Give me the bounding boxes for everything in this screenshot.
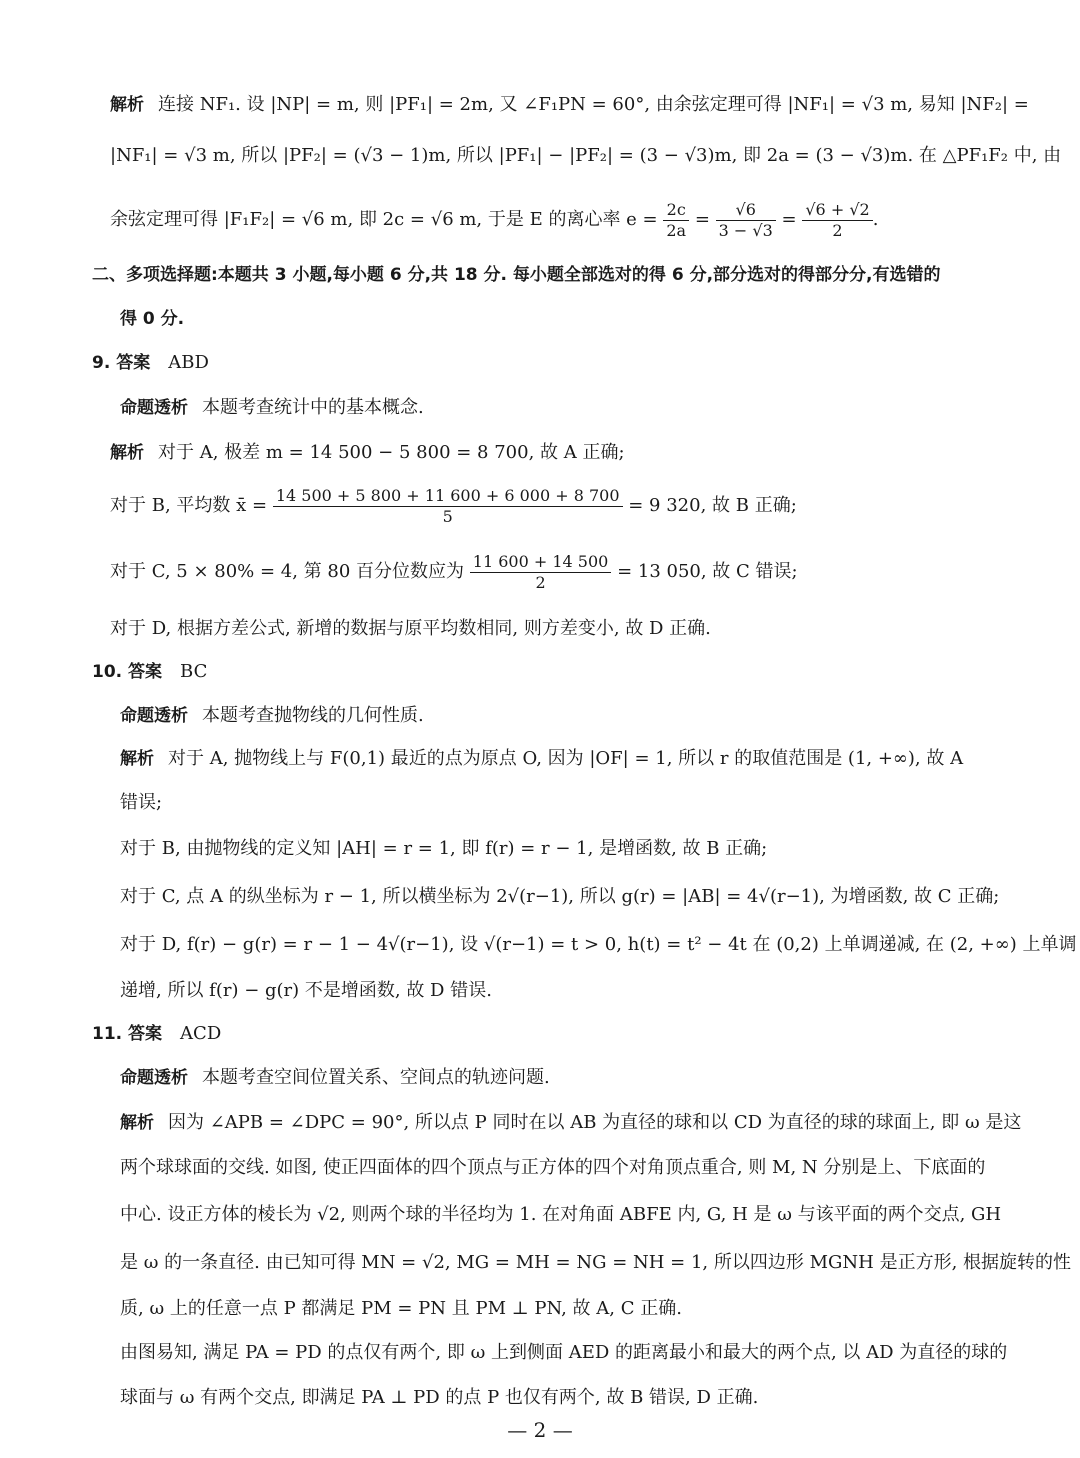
- q9-sol-c: [110, 550, 798, 594]
- q9-sol-d: 对于 D, 根据方差公式, 新增的数据与原平均数相同, 则方差变小, 故 D 正确.: [110, 618, 711, 639]
- q10-number: 10. 答案: [92, 662, 163, 682]
- q11-sol-1: [120, 1110, 1021, 1136]
- q10-sol-d-cont: 递增, 所以 f(r) − g(r) 不是增函数, 故 D 错误.: [120, 980, 492, 1001]
- fraction-sqrt6: [716, 200, 776, 241]
- fraction-numerator: √6: [716, 200, 776, 221]
- q10-sol-b: 对于 B, 由抛物线的定义知 |AH| = r = 1, 即 f(r) = r − 1, 是增函数, 故 B 正确;: [120, 838, 768, 859]
- q10-sol-c: 对于 C, 点 A 的纵坐标为 r − 1, 所以横坐标为 2√(r−1), 所以 g(r) = |AB| = 4√(r−1), 为增函数, 故 C 正确;: [120, 886, 1000, 907]
- q9-c-text: 对于 C, 5 × 80% = 4, 第 80 百分位数应为: [110, 561, 465, 582]
- q9-answer: ABD: [168, 352, 209, 373]
- q11-sol-5: 质, ω 上的任意一点 P 都满足 PM = PN 且 PM ⊥ PN, 故 A, C 正确.: [120, 1298, 682, 1319]
- q10-option-a: 对于 A, 抛物线上与 F(0,1) 最近的点为原点 O, 因为 |OF| = 1, 所以 r 的取值范围是 (1, +∞), 故 A: [168, 748, 964, 769]
- q11-sol-6: 由图易知, 满足 PA = PD 的点仅有两个, 即 ω 上到侧面 AED 的距离最小和最大的两个点, 以 AD 为直径的球的: [120, 1342, 1008, 1363]
- fraction-numerator: √6 + √2: [802, 200, 872, 221]
- pre-text-3: 余弦定理可得 |F₁F₂| = √6 m, 即 2c = √6 m, 于是 E 的离心率 e =: [110, 209, 658, 230]
- period: .: [872, 209, 879, 230]
- q10-answer: BC: [180, 661, 208, 682]
- q9-option-a: 对于 A, 极差 m = 14 500 − 5 800 = 8 700, 故 A 正确;: [158, 442, 625, 463]
- solution-label: 解析: [120, 749, 154, 769]
- fraction-numerator: 14 500 + 5 800 + 11 600 + 6 000 + 8 700: [273, 486, 623, 507]
- q9-c-fraction: [470, 552, 612, 593]
- solution-label: 解析: [110, 95, 144, 115]
- q9-sol-a: [110, 440, 625, 466]
- q9-number: 9. 答案: [92, 353, 151, 373]
- q10-sol-a-cont: 错误;: [120, 792, 163, 813]
- equals-sign: =: [694, 209, 710, 230]
- q11-sol-4: 是 ω 的一条直径. 由已知可得 MN = √2, MG = MH = NG = NH = 1, 所以四边形 MGNH 是正方形, 根据旋转的性: [120, 1252, 1072, 1273]
- pre-text-1: 连接 NF₁. 设 |NP| = m, 则 |PF₁| = 2m, 又 ∠F₁PN = 60°, 由余弦定理可得 |NF₁| = √3 m, 易知 |NF₂| =: [158, 94, 1029, 115]
- section-heading: 二、多项选择题:本题共 3 小题,每小题 6 分,共 18 分. 每小题全部选对的得 6 分,部分选对的得部分分,有选错的: [92, 265, 941, 285]
- q9-sol-b: [110, 484, 797, 528]
- solution-label: 解析: [110, 443, 144, 463]
- fraction-numerator: 2c: [663, 200, 689, 221]
- fraction-2c-2a: [663, 200, 689, 241]
- fraction-denominator: 2a: [666, 220, 687, 240]
- q10-sol-d: 对于 D, f(r) − g(r) = r − 1 − 4√(r−1), 设 √(r−1) = t > 0, h(t) = t² − 4t 在 (0,2) 上单调递减, 在 (2, +∞) 上单调: [120, 934, 1077, 955]
- intent-label: 命题透析: [120, 1068, 188, 1088]
- q11-intent: 本题考查空间位置关系、空间点的轨迹问题.: [202, 1067, 550, 1088]
- intent-label: 命题透析: [120, 706, 188, 726]
- q11-answer: ACD: [180, 1023, 222, 1044]
- section-heading-cont: 得 0 分.: [120, 309, 185, 329]
- q9-answer-line: [92, 350, 209, 376]
- pre-line-3: [110, 198, 878, 242]
- q10-intent-line: [120, 703, 424, 729]
- fraction-denominator: 2: [535, 572, 546, 592]
- q11-sol-3: 中心. 设正方体的棱长为 √2, 则两个球的半径均为 1. 在对角面 ABFE 内, G, H 是 ω 与该平面的两个交点, GH: [120, 1204, 1002, 1225]
- q11-intent-line: [120, 1065, 550, 1091]
- q9-b-fraction: [273, 486, 623, 527]
- fraction-denominator: 5: [442, 506, 453, 526]
- fraction-denominator: 3 − √3: [718, 220, 773, 240]
- q9-intent-line: [120, 395, 424, 421]
- pre-line-1: [110, 92, 1029, 118]
- q9-b-text: 对于 B, 平均数 x̄ =: [110, 495, 268, 516]
- intent-label: 命题透析: [120, 398, 188, 418]
- solution-label: 解析: [120, 1113, 154, 1133]
- q11-answer-line: [92, 1021, 221, 1047]
- pre-line-2: |NF₁| = √3 m, 所以 |PF₂| = (√3 − 1)m, 所以 |PF₁| − |PF₂| = (3 − √3)m, 即 2a = (3 − √3)m. 在 △PF₁F₂ 中, 由: [110, 145, 1062, 166]
- fraction-denominator: 2: [832, 220, 843, 240]
- q10-sol-a: [120, 746, 963, 772]
- fraction-result: [802, 200, 872, 241]
- q11-text-1: 因为 ∠APB = ∠DPC = 90°, 所以点 P 同时在以 AB 为直径的球和以 CD 为直径的球的球面上, 即 ω 是这: [168, 1112, 1022, 1133]
- q11-sol-2: 两个球球面的交线. 如图, 使正四面体的四个顶点与正方体的四个对角顶点重合, 则 M, N 分别是上、下底面的: [120, 1157, 986, 1178]
- q11-number: 11. 答案: [92, 1024, 163, 1044]
- q11-sol-7: 球面与 ω 有两个交点, 即满足 PA ⊥ PD 的点 P 也仅有两个, 故 B 错误, D 正确.: [120, 1387, 759, 1408]
- fraction-numerator: 11 600 + 14 500: [470, 552, 612, 573]
- q9-c-result: = 13 050, 故 C 错误;: [617, 561, 798, 582]
- equals-sign: =: [781, 209, 797, 230]
- q10-intent: 本题考查抛物线的几何性质.: [202, 705, 424, 726]
- q10-answer-line: [92, 659, 207, 685]
- q9-intent: 本题考查统计中的基本概念.: [202, 397, 424, 418]
- page-number: — 2 —: [507, 1418, 573, 1442]
- q9-b-result: = 9 320, 故 B 正确;: [628, 495, 797, 516]
